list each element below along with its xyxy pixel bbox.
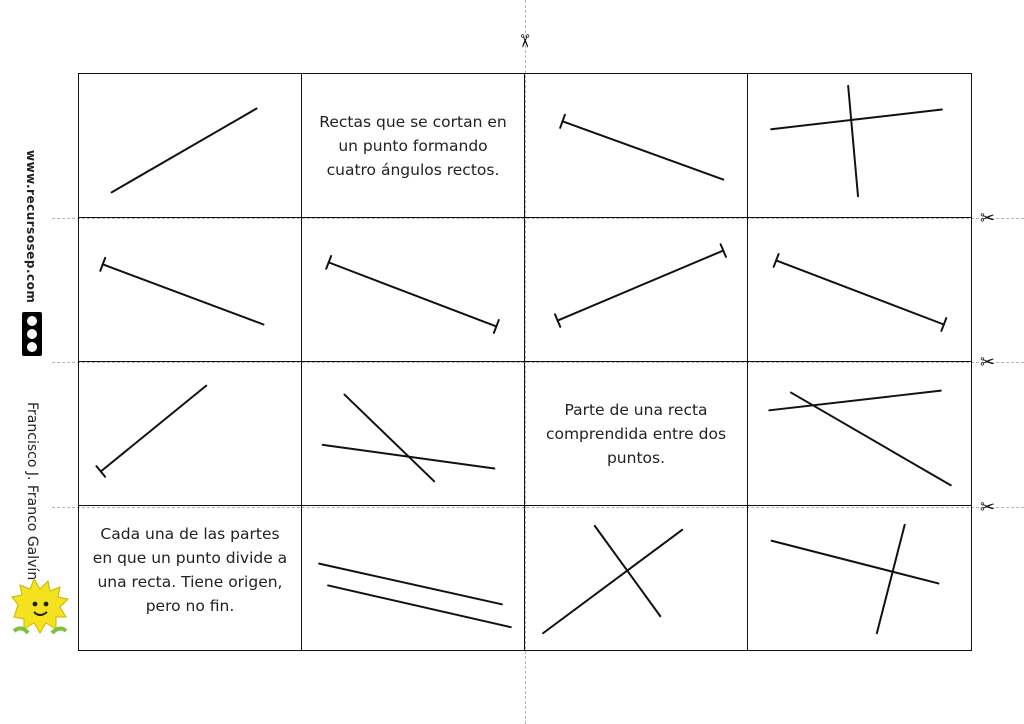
- creative-commons-icon: [22, 312, 42, 356]
- card-perpendicular-lines: [748, 74, 971, 218]
- card-intersecting-lines: [525, 506, 748, 650]
- card-parallel-lines: [302, 506, 525, 650]
- card-ray: [79, 362, 302, 506]
- definition-text: Parte de una recta comprendida entre dos puntos.: [545, 400, 727, 467]
- scissors-icon: ✂: [513, 33, 535, 49]
- segment-drawing: [302, 218, 524, 361]
- card-segment: [748, 218, 971, 362]
- intersecting-lines-drawing: [302, 362, 524, 505]
- card-segment: [302, 218, 525, 362]
- website-credit: www.recursosep.com: [24, 150, 38, 304]
- card-ray: [79, 218, 302, 362]
- definition-text: Cada una de las partes en que un punto divide a una recta. Tiene origen, pero no fin.: [92, 525, 288, 615]
- card-segment: [525, 218, 748, 362]
- card-grid: [78, 73, 972, 651]
- ray-drawing: [79, 218, 301, 361]
- card-definition: [525, 362, 748, 506]
- card-definition: [79, 506, 302, 650]
- ray-drawing: [525, 74, 747, 217]
- definition-text: Rectas que se cortan en un punto formando cuatro ángulos rectos.: [319, 112, 507, 179]
- card-perpendicular-lines: [748, 506, 971, 650]
- segment-drawing: [748, 218, 971, 361]
- parallel-lines-drawing: [302, 506, 524, 650]
- card-intersecting-lines: [302, 362, 525, 506]
- ray-drawing: [79, 362, 301, 505]
- scissors-icon: ✂: [980, 208, 996, 229]
- scissors-icon: ✂: [980, 497, 996, 518]
- card-intersecting-lines: [748, 362, 971, 506]
- card-ray: [525, 74, 748, 218]
- intersecting-lines-drawing: [748, 362, 971, 505]
- author-credit: Francisco J. Franco Galvín: [24, 402, 40, 581]
- card-definition: [302, 74, 525, 218]
- mascot-logo-icon: [8, 575, 72, 641]
- line-drawing: [79, 74, 301, 217]
- perpendicular-lines-drawing: [748, 74, 971, 217]
- perpendicular-lines-drawing: [748, 506, 971, 650]
- intersecting-lines-drawing: [525, 506, 747, 650]
- scissors-icon: ✂: [980, 352, 996, 373]
- segment-drawing: [525, 218, 747, 361]
- card-line: [79, 74, 302, 218]
